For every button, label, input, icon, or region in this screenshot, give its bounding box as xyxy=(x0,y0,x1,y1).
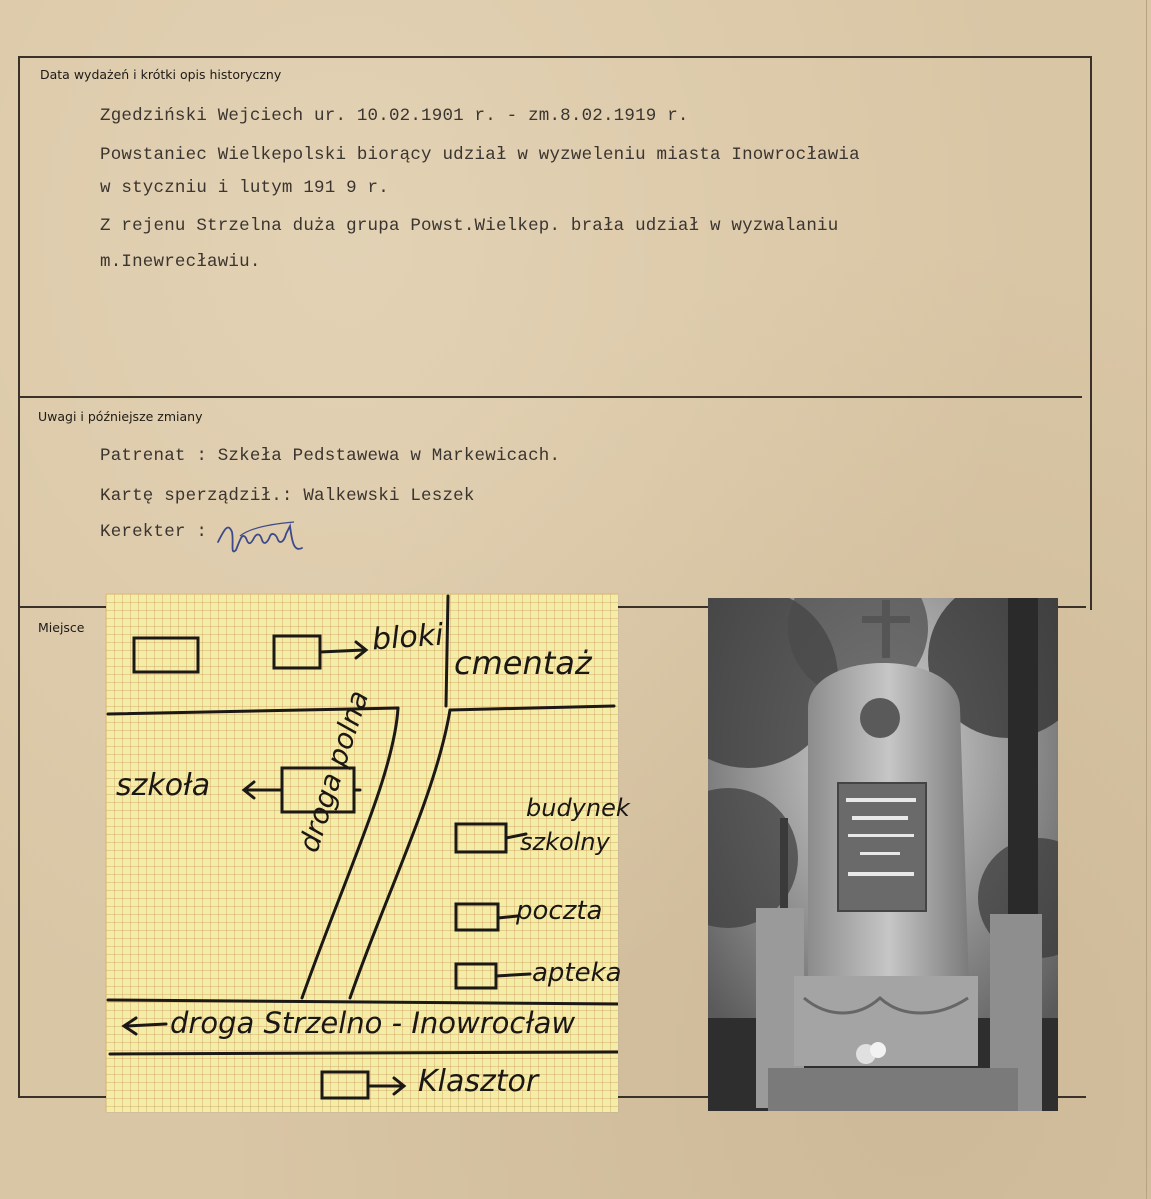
history-line: Zgedziński Wejciech ur. 10.02.1901 r. - zm.8.02.1919 r. xyxy=(100,106,689,126)
place-label: Miejsce xyxy=(38,620,85,635)
map-label-droga-polna: droga polna xyxy=(292,686,376,857)
map-label-klasztor: Klasztor xyxy=(418,1064,539,1099)
location-map xyxy=(106,594,630,1112)
map-label-bloki: bloki xyxy=(370,617,445,658)
right-border xyxy=(1090,56,1092,610)
map-label-budynek: budynek xyxy=(526,794,630,822)
corrector-line: Kerekter : xyxy=(100,522,208,542)
author-line: Kartę sperządził.: Walkewski Leszek xyxy=(100,486,475,506)
history-label: Data wydażeń i krótki opis historyczny xyxy=(40,67,282,82)
divider-history xyxy=(18,396,1082,398)
history-line: w styczniu i lutym 191 9 r. xyxy=(100,178,389,198)
left-border xyxy=(18,56,20,1098)
map-label-poczta: poczta xyxy=(516,896,603,926)
corrector-signature xyxy=(210,512,340,562)
map-label-cmentarz: cmentaż xyxy=(454,644,592,682)
history-line: m.Inewrecławiu. xyxy=(100,252,261,272)
map-label-szkola: szkoła xyxy=(116,768,211,803)
map-label-apteka: apteka xyxy=(532,958,622,988)
monument-photo xyxy=(708,598,1058,1111)
history-line: Powstaniec Wielkepolski biorący udział w wyzweleniu miasta Inowrocławia xyxy=(100,145,860,165)
map-label-main-road: droga Strzelno - Inowrocław xyxy=(170,1006,576,1040)
remarks-label: Uwagi i późniejsze zmiany xyxy=(38,409,203,424)
monument-photo-drawing xyxy=(708,598,1058,1111)
patron-line: Patrenat : Szkeła Pedstawewa w Markewicach. xyxy=(100,446,561,466)
history-line: Z rejenu Strzelna duża grupa Powst.Wielkep. brała udział w wyzwalaniu xyxy=(100,216,839,236)
card-right-edge xyxy=(1146,0,1147,1199)
map-label-szkolny: szkolny xyxy=(520,828,610,856)
top-border xyxy=(18,56,1092,58)
